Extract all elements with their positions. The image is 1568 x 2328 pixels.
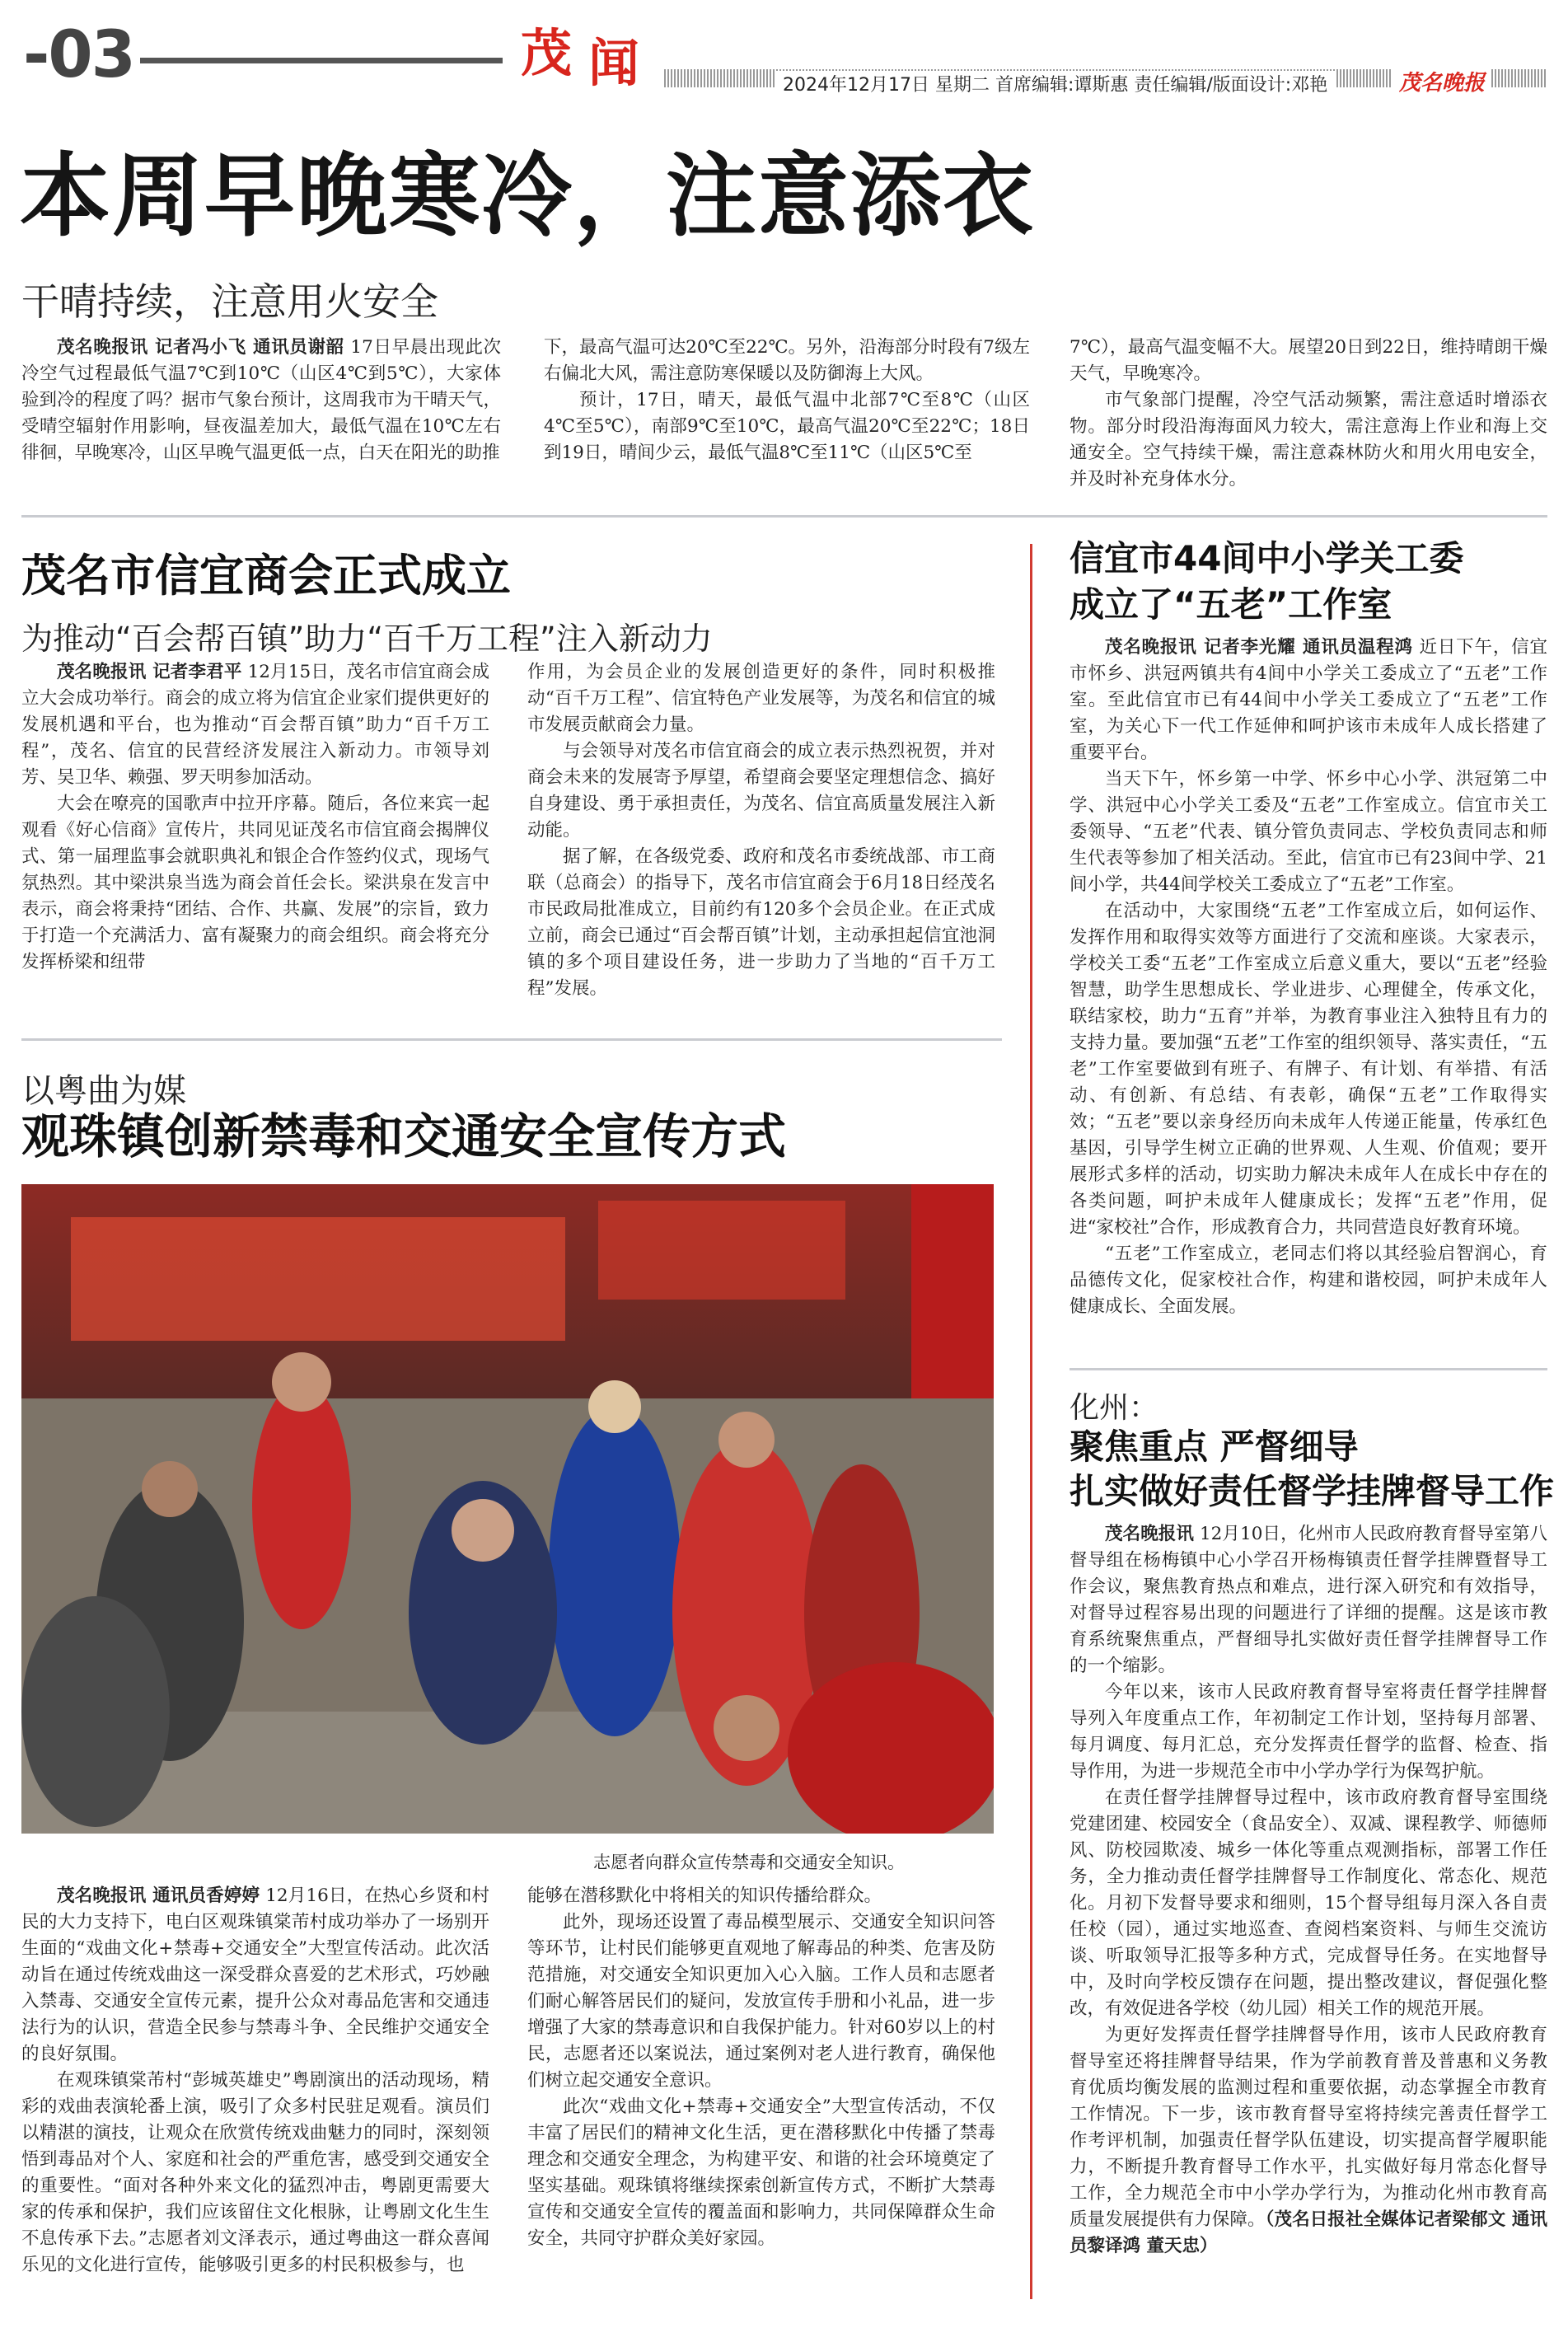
photo-caption: 志愿者向群众宣传禁毒和交通安全知识。	[593, 1853, 905, 1872]
article3-text-5: 此次“戏曲文化+禁毒+交通安全”大型宣传活动，不仅丰富了居民们的精神文化生活，更在潜移默化中传播了禁毒理念和交通安全理念，为构建平安、和谐的社会环境奠定了坚实基础。观珠镇将继续探索创新宣传方式，不断扩大禁毒宣传和交通安全宣传的覆盖面和影响力，共同保障群众生命安全，共同守护群众美好家园。	[527, 2096, 995, 2249]
article5-text-1: 12月10日，化州市人民政府教育督导室第八督导组在杨梅镇中心小学召开杨梅镇责任督学挂牌暨督导工作会议，聚焦教育热点和难点，进行深入研究和有效指导，对督导过程容易出现的问题进行了详细的提醒。这是该市教育系统聚焦重点，严督细导扎实做好责任督学挂牌督导工作的一个缩影。	[1070, 1524, 1547, 1676]
article2-title: 茂名市信宜商会正式成立	[21, 550, 511, 602]
article3-title: 观珠镇创新禁毒和交通安全宣传方式	[21, 1108, 787, 1164]
article2-column-2	[527, 659, 995, 1002]
article2-text-2: 大会在嘹亮的国歌声中拉开序幕。随后，各位来宾一起观看《好心信商》宣传片，共同见证茂名市信宜商会揭牌仪式、第一届理监事会就职典礼和银企合作签约仪式，现场气氛热烈。其中梁洪泉当选为商会首任会长。梁洪泉在发言中表示，商会将秉持“团结、合作、共赢、发展”的宗旨，致力于打造一个充满活力、富有凝聚力的商会组织。商会将充分发挥桥梁和纽带	[21, 794, 489, 972]
lead-headline: 本周早晚寒冷，注意添衣	[20, 143, 1035, 249]
article3-column-1	[21, 1883, 489, 2279]
article2-text-1: 12月15日，茂名市信宜商会成立大会成功举行。商会的成立将为信宜企业家们提供更好的发展机遇和平台，也为推动“百会帮百镇”助力“百千万工程”，茂名、信宜的民营经济发展注入新动力。市领导刘芳、吴卫华、赖强、罗天明参加活动。	[21, 662, 489, 788]
lead-text-2b: 预计，17日，晴天，最低气温中北部7℃至8℃（山区4℃至5℃），南部9℃至10℃，最高气温20℃至22℃；18日到19日，晴间少云，最低气温8℃至11℃（山区5℃至	[544, 390, 1030, 463]
lead-column-3	[1070, 335, 1547, 493]
divider-article4	[1070, 1368, 1547, 1370]
section-char-1: 茂	[521, 23, 573, 83]
article3-text-3: 能够在潜移默化中将相关的知识传播给群众。	[527, 1885, 882, 1906]
article2-text-5: 据了解，在各级党委、政府和茂名市委统战部、市工商联（总商会）的指导下，茂名市信宜商会于6月18日经茂名市民政局批准成立，目前约有120多个会员企业。在正式成立前，商会已通过“百会帮百镇”计划，主动承担起信宜池洞镇的多个项目建设任务，进一步助力了当地的“百千万工程”发展。	[527, 846, 995, 999]
article3-kicker: 以粤曲为媒	[21, 1072, 186, 1110]
article5-text-3: 在责任督学挂牌督导过程中，该市政府教育督导室围绕党建团建、校园安全（食品安全）、双减、课程教学、师德师风、防校园欺凌、城乡一体化等重点观测指标，部署工作任务，全力推动责任督学挂牌督导工作制度化、常态化、规范化。月初下发督导要求和细则，15个督导组每月深入各自责任校（园），通过实地巡查、查阅档案资料、与师生交流访谈、听取领导汇报等多种方式，完成督导任务。在实地督导中，及时向学校反馈存在问题，提出整改建议，督促强化整改，有效促进各学校（幼儿园）相关工作的规范开展。	[1070, 1787, 1547, 2019]
article3-byline: 茂名晚报讯 通讯员香婷婷	[57, 1885, 260, 1906]
article5-text-4: 为更好发挥责任督学挂牌督导作用，该市人民政府教育督导室还将挂牌督导结果，作为学前教育普及普惠和义务教育优质均衡发展的监测过程和重要依据，动态掌握全市教育工作情况。下一步，该市教育督导室将持续完善责任督学工作考评机制，加强责任督学队伍建设，切实提高督学履职能力，不断提升教育督导工作水平，扎实做好每月常态化督导工作，全力规范全市中小学办学行为，为推动化州市教育高质量发展提供有力保障。	[1070, 2025, 1547, 2230]
article2-subtitle: 为推动“百会帮百镇”助力“百千万工程”注入新动力	[21, 621, 713, 657]
lead-column-2	[544, 335, 1030, 466]
article5-title-line-2: 扎实做好责任督学挂牌督导工作	[1070, 1471, 1555, 1511]
article3-text-4: 此外，现场还设置了毒品模型展示、交通安全知识问答等环节，让村民们能够更直观地了解毒品的种类、危害及防范措施，对交通安全知识更加入心入脑。工作人员和志愿者们耐心解答居民们的疑问，发放宣传手册和小礼品，进一步增强了大家的禁毒意识和自我保护能力。针对60岁以上的村民，志愿者还以案说法，通过案例对老人进行教育，确保他们树立起交通安全意识。	[527, 1912, 995, 2091]
section-mark	[521, 23, 661, 94]
lead-text-2a: 下，最高气温可达20℃至22℃。另外，沿海部分时段有7级左右偏北大风，需注意防寒保暖以及防御海上大风。	[544, 337, 1030, 384]
event-photo	[21, 1184, 994, 1834]
article4-text-2: 当天下午，怀乡第一中学、怀乡中心小学、洪冠第二中学、洪冠中心小学关工委及“五老”工作室成立。信宜市关工委领导、“五老”代表、镇分管负责同志、学校负责同志和师生代表等参加了相关活动。至此，信宜市已有23间中学、21间小学，共44间学校关工委成立了“五老”工作室。	[1070, 769, 1547, 895]
article4-text-1: 近日下午，信宜市怀乡、洪冠两镇共有4间中小学关工委成立了“五老”工作室。至此信宜市已有44间中小学关工委成立了“五老”工作室，为关心下一代工作延伸和呵护该市未成年人成长搭建了重要平台。	[1070, 637, 1547, 763]
column-divider	[1030, 544, 1032, 2299]
article5-text-2: 今年以来，该市人民政府教育督导室将责任督学挂牌督导列入年度重点工作，年初制定工作计划，坚持每月部署、每月调度、每月汇总，充分发挥责任督学的监督、检查、指导作用，为进一步规范全市中小学办学行为保驾护航。	[1070, 1682, 1547, 1782]
article2-byline: 茂名晚报讯 记者李君平	[57, 662, 242, 682]
divider-article2	[21, 1038, 1002, 1041]
article2-text-4: 与会领导对茂名市信宜商会的成立表示热烈祝贺，并对商会未来的发展寄予厚望，希望商会要坚定理想信念、搞好自身建设、勇于承担责任，为茂名、信宜高质量发展注入新动能。	[527, 741, 995, 841]
article2-text-3: 作用，为会员企业的发展创造更好的条件，同时积极推动“百千万工程”、信宜特色产业发展等，为茂名和信宜的城市发展贡献商会力量。	[527, 662, 995, 735]
lead-text-3a: 7℃），最高气温变幅不大。展望20日到22日，维持晴朗干燥天气，早晚寒冷。	[1070, 337, 1547, 384]
article5-title-line-1: 聚焦重点 严督细导	[1070, 1426, 1359, 1467]
article5-credit: （茂名日报社全媒体记者梁郁文 通讯员黎译鸿 董天忠）	[1070, 2209, 1547, 2256]
dateline: 2024年12月17日 星期二 首席编辑:谭斯惠 责任编辑/版面设计:邓艳	[775, 71, 1336, 96]
article4-text-3: 在活动中，大家围绕“五老”工作室成立后，如何运作、发挥作用和取得实效等方面进行了交流和座谈。大家表示，学校关工委“五老”工作室成立后意义重大，要以“五老”经验智慧，助学生思想成长、学业进步、心理健全，传承文化，联结家校，助力“五育”并举，为教育事业注入独特且有力的支持力量。要加强“五老”工作室的组织领导、落实责任，“五老”工作室要做到有班子、有牌子、有计划、有举措、有活动、有创新、有总结、有表彰，确保“五老”工作取得实效；“五老”要以亲身经历向未成年人传递正能量，传承红色基因，引导学生树立正确的世界观、人生观、价值观；要开展形式多样的活动，切实助力解决未成年人在成长中存在的各类问题，呵护未成年人健康成长；发挥“五老”作用，促进“家校社”合作，形成教育合力，共同营造良好教育环境。	[1070, 901, 1547, 1238]
section-char-2: 闻	[588, 33, 640, 93]
article5-body	[1070, 1521, 1547, 2260]
newspaper-logo: 茂名晚报	[1392, 66, 1491, 96]
lead-column-1	[21, 335, 501, 466]
masthead-rule-left	[140, 58, 503, 63]
article4-byline: 茂名晚报讯 记者李光耀 通讯员温程鸿	[1105, 637, 1413, 658]
article4-title-line-2: 成立了“五老”工作室	[1070, 584, 1392, 625]
article5-byline: 茂名晚报讯	[1105, 1524, 1195, 1544]
article3-column-2	[527, 1883, 995, 2252]
article4-text-4: “五老”工作室成立，老同志们将以其经验启智润心，育品德传文化，促家校社合作，构建和谐校园，呵护未成年人健康成长、全面发展。	[1070, 1244, 1547, 1317]
article2-column-1	[21, 659, 489, 976]
article3-text-2: 在观珠镇棠芾村“彭城英雄史”粤剧演出的活动现场，精彩的戏曲表演轮番上演，吸引了众多村民驻足观看。演员们以精湛的演技，让观众在欣赏传统戏曲魅力的同时，深刻领悟到毒品对个人、家庭和社会的严重危害，感受到交通安全的重要性。“面对各种外来文化的猛烈冲击，粤剧更需要大家的传承和保护，我们应该留住文化根脉，让粤剧文化生生不息传承下去。”志愿者刘文泽表示，通过粤曲这一群众喜闻乐见的文化进行宣传，能够吸引更多的村民积极参与，也	[21, 2070, 489, 2275]
lead-text-1: 17日早晨出现此次冷空气过程最低气温7℃到10℃（山区4℃到5℃），大家体验到冷的程度了吗？据市气象台预计，这周我市为干晴天气，受晴空辐射作用影响，昼夜温差加大，最低气温在10℃左右徘徊，早晚寒冷，山区早晚气温更低一点，白天在阳光的助推	[21, 337, 501, 463]
article3-text-1: 12月16日，在热心乡贤和村民的大力支持下，电白区观珠镇棠芾村成功举办了一场别开生面的“戏曲文化+禁毒+交通安全”大型宣传活动。此次活动旨在通过传统戏曲这一深受群众喜爱的艺术形式，巧妙融入禁毒、交通安全宣传元素，提升公众对毒品危害和交通违法行为的认识，营造全民参与禁毒斗争、全民维护交通安全的良好氛围。	[21, 1885, 490, 2064]
lead-subheadline: 干晴持续，注意用火安全	[21, 279, 438, 324]
article4-body	[1070, 635, 1547, 1320]
lead-byline: 茂名晚报讯 记者冯小飞 通讯员谢韶	[57, 337, 344, 358]
divider-lead	[21, 515, 1547, 518]
article4-title-line-1: 信宜市44间中小学关工委	[1070, 538, 1464, 578]
article5-kicker: 化州：	[1070, 1391, 1159, 1425]
page-number: -03	[23, 18, 134, 92]
lead-text-3b: 市气象部门提醒，冷空气活动频繁，需注意适时增添衣物。部分时段沿海海面风力较大，需注意海上作业和海上交通安全。空气持续干燥，需注意森林防火和用火用电安全，并及时补充身体水分。	[1070, 390, 1547, 489]
